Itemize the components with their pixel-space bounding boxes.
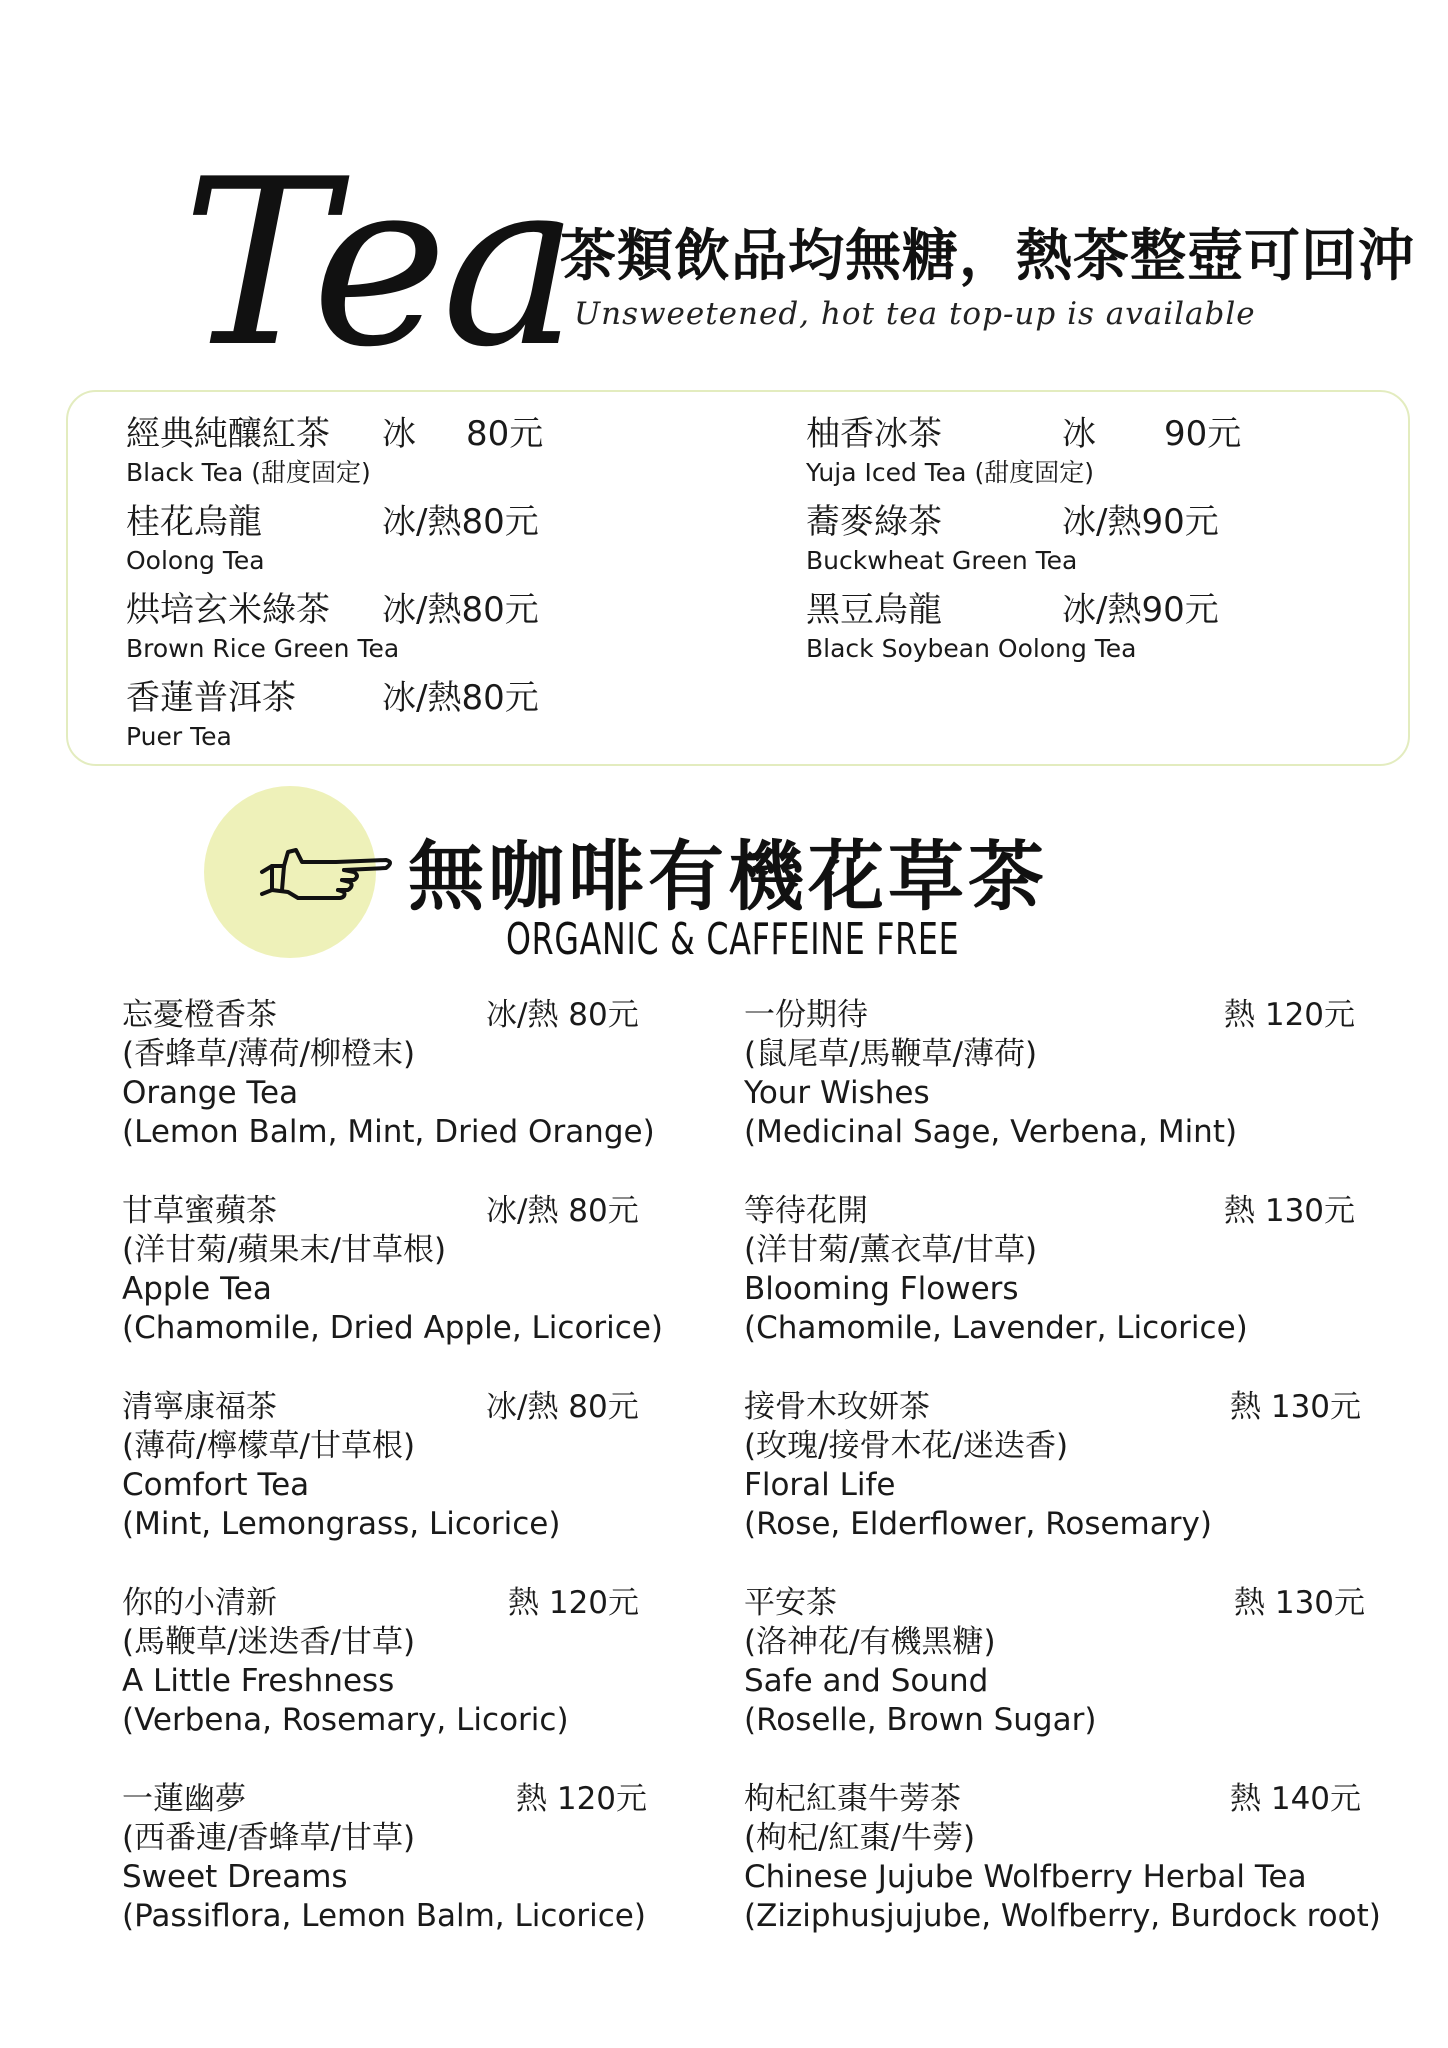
item-name-en: Floral Life — [744, 1467, 896, 1503]
item-name-zh: 清寧康福茶 — [122, 1389, 277, 1425]
item-name-en: Blooming Flowers — [744, 1271, 1019, 1307]
item-name-en: Puer Tea — [126, 722, 232, 751]
item-name-en: Black Tea (甜度固定) — [126, 458, 371, 487]
item-ingredients-zh: (洋甘菊/蘋果末/甘草根) — [122, 1232, 447, 1268]
item-price: 冰/熱90元 — [1062, 590, 1219, 630]
item-ingredients-zh: (洋甘菊/薰衣草/甘草) — [744, 1232, 1038, 1268]
item-ingredients-zh: (玫瑰/接骨木花/迷迭香) — [744, 1428, 1069, 1464]
menu-item — [122, 1780, 682, 1936]
item-name-en: Orange Tea — [122, 1075, 299, 1111]
menu-item — [122, 996, 682, 1152]
item-name-en: Your Wishes — [744, 1075, 930, 1111]
menu-item — [126, 500, 786, 576]
item-price: 冰/熱80元 — [382, 502, 539, 542]
menu-item — [122, 1388, 682, 1544]
item-ingredients-en: (Rose, Elderflower, Rosemary) — [744, 1506, 1212, 1542]
item-name-zh: 你的小清新 — [122, 1585, 277, 1621]
item-name-en: Safe and Sound — [744, 1663, 989, 1699]
item-name-zh: 烘培玄米綠茶 — [126, 590, 330, 630]
item-name-en: Comfort Tea — [122, 1467, 310, 1503]
herbal-section-title-en: ORGANIC & CAFFEINE FREE — [506, 914, 960, 965]
herbal-section-title-zh: 無咖啡有機花草茶 — [408, 832, 1048, 921]
item-name-zh: 黑豆烏龍 — [806, 590, 942, 630]
item-ingredients-en: (Medicinal Sage, Verbena, Mint) — [744, 1114, 1238, 1150]
menu-item — [806, 588, 1448, 664]
item-name-en: Apple Tea — [122, 1271, 272, 1307]
item-price: 冰/熱 80元 — [486, 997, 639, 1033]
item-name-zh: 一份期待 — [744, 997, 868, 1033]
item-ingredients-en: (Passiflora, Lemon Balm, Licorice) — [122, 1898, 646, 1934]
item-ingredients-zh: (洛神花/有機黑糖) — [744, 1624, 996, 1660]
item-ingredients-zh: (香蜂草/薄荷/柳橙末) — [122, 1036, 416, 1072]
item-price: 冰/熱 80元 — [486, 1193, 639, 1229]
item-name-zh: 忘憂橙香茶 — [122, 997, 277, 1033]
item-name-zh: 一蓮幽夢 — [122, 1781, 246, 1817]
menu-item — [122, 1584, 682, 1740]
item-ingredients-zh: (鼠尾草/馬鞭草/薄荷) — [744, 1036, 1038, 1072]
unsweetened-note-zh: 茶類飲品均無糖，熱茶整壺可回沖 — [560, 224, 1415, 289]
menu-item — [744, 1192, 1404, 1348]
item-name-en: Brown Rice Green Tea — [126, 634, 400, 663]
item-price: 80元 — [466, 414, 544, 454]
item-name-zh: 柚香冰茶 — [806, 414, 942, 454]
item-ingredients-en: (Lemon Balm, Mint, Dried Orange) — [122, 1114, 655, 1150]
item-name-zh: 枸杞紅棗牛蒡茶 — [744, 1781, 961, 1817]
item-price: 冰/熱90元 — [1062, 502, 1219, 542]
menu-item — [126, 676, 786, 752]
menu-item — [744, 1388, 1404, 1544]
item-name-en: Sweet Dreams — [122, 1859, 348, 1895]
item-temp: 冰 — [382, 414, 416, 454]
item-ingredients-en: (Roselle, Brown Sugar) — [744, 1702, 1097, 1738]
menu-item — [122, 1192, 682, 1348]
item-price: 熱 130元 — [1234, 1585, 1366, 1621]
item-temp: 冰 — [1062, 414, 1096, 454]
item-price: 熱 130元 — [1224, 1193, 1356, 1229]
item-price: 冰/熱 80元 — [486, 1389, 639, 1425]
item-price: 熱 120元 — [516, 1781, 648, 1817]
menu-item — [806, 500, 1448, 576]
item-name-zh: 經典純釀紅茶 — [126, 414, 330, 454]
item-name-en: Yuja Iced Tea (甜度固定) — [806, 458, 1094, 487]
item-name-zh: 等待花開 — [744, 1193, 868, 1229]
item-name-en: Chinese Jujube Wolfberry Herbal Tea — [744, 1859, 1307, 1895]
unsweetened-note-en: Unsweetened, hot tea top-up is available — [574, 296, 1256, 332]
menu-item — [744, 996, 1404, 1152]
menu-item — [744, 1584, 1404, 1740]
item-name-en: A Little Freshness — [122, 1663, 395, 1699]
item-name-zh: 香蓮普洱茶 — [126, 678, 296, 718]
pointing-hand-icon — [258, 836, 398, 906]
menu-item — [806, 412, 1448, 488]
item-name-en: Buckwheat Green Tea — [806, 546, 1078, 575]
item-ingredients-en: (Ziziphusjujube, Wolfberry, Burdock root) — [744, 1898, 1381, 1934]
item-ingredients-en: (Chamomile, Dried Apple, Licorice) — [122, 1310, 664, 1346]
item-name-en: Oolong Tea — [126, 546, 265, 575]
item-price: 90元 — [1164, 414, 1242, 454]
item-price: 冰/熱80元 — [382, 590, 539, 630]
item-name-zh: 蕎麥綠茶 — [806, 502, 942, 542]
item-ingredients-zh: (枸杞/紅棗/牛蒡) — [744, 1820, 976, 1856]
item-ingredients-en: (Chamomile, Lavender, Licorice) — [744, 1310, 1248, 1346]
item-ingredients-zh: (西番連/香蜂草/甘草) — [122, 1820, 416, 1856]
item-name-zh: 接骨木玫妍茶 — [744, 1389, 930, 1425]
menu-item — [126, 412, 786, 488]
item-name-zh: 甘草蜜蘋茶 — [122, 1193, 277, 1229]
item-name-en: Black Soybean Oolong Tea — [806, 634, 1137, 663]
item-ingredients-en: (Verbena, Rosemary, Licoric) — [122, 1702, 569, 1738]
item-name-zh: 桂花烏龍 — [126, 502, 262, 542]
item-price: 熱 120元 — [1224, 997, 1356, 1033]
item-ingredients-zh: (薄荷/檸檬草/甘草根) — [122, 1428, 416, 1464]
menu-item — [744, 1780, 1424, 1936]
item-ingredients-en: (Mint, Lemongrass, Licorice) — [122, 1506, 561, 1542]
item-name-zh: 平安茶 — [744, 1585, 837, 1621]
item-ingredients-zh: (馬鞭草/迷迭香/甘草) — [122, 1624, 416, 1660]
item-price: 冰/熱80元 — [382, 678, 539, 718]
menu-item — [126, 588, 786, 664]
item-price: 熱 130元 — [1230, 1389, 1362, 1425]
item-price: 熱 120元 — [508, 1585, 640, 1621]
page-title: Tea — [182, 131, 573, 398]
item-price: 熱 140元 — [1230, 1781, 1362, 1817]
